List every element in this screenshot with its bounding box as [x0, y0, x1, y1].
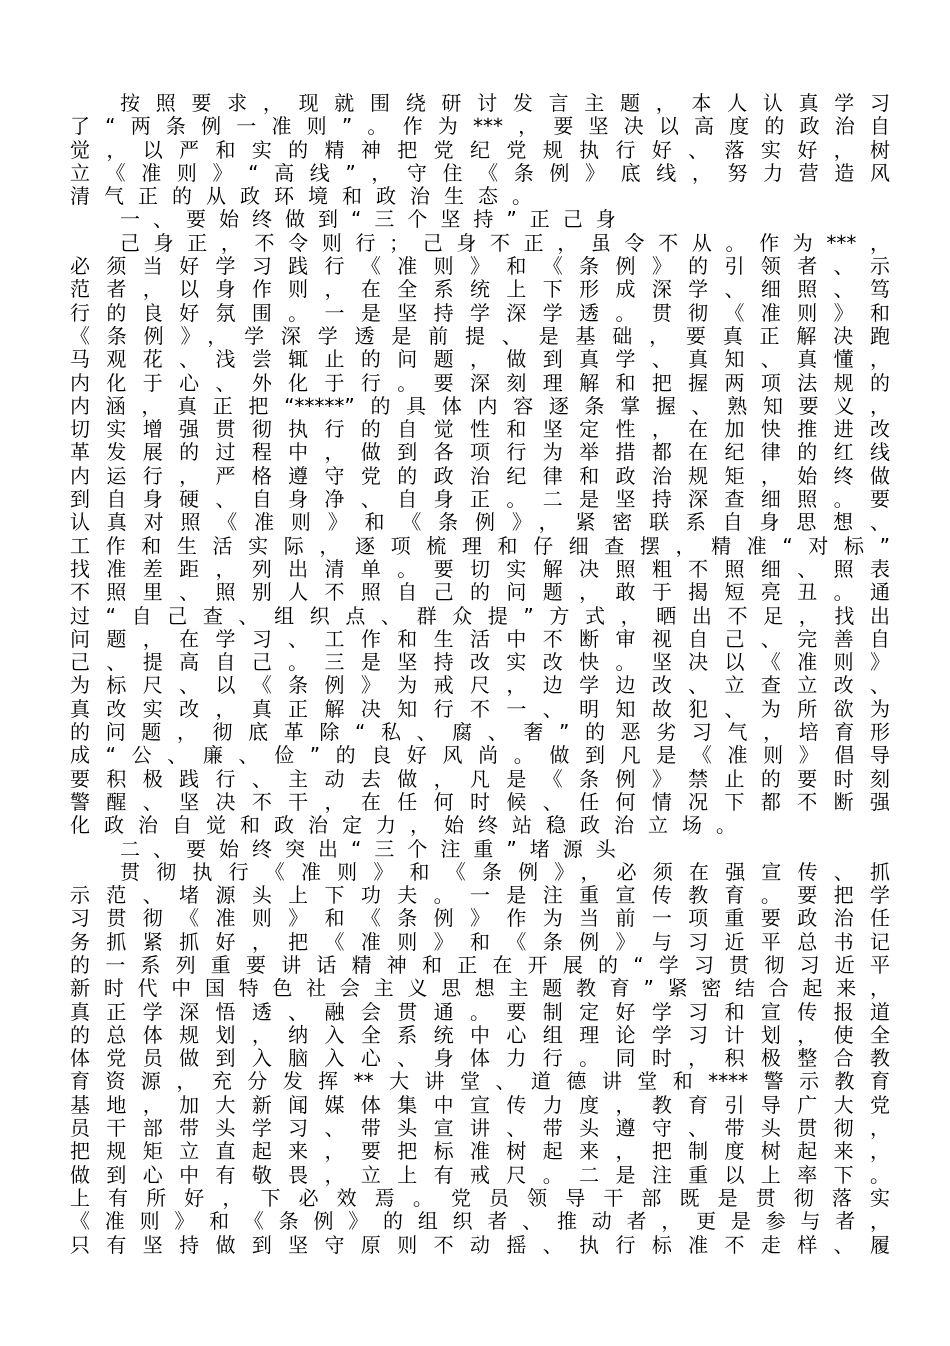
text-line: [70, 814, 890, 837]
line-text: 上有所好，下必效焉。党员领导干部既是贯彻落实: [70, 1185, 890, 1210]
line-text: 的一系列重要讲话精神和正在开展的“学习贯彻习近平: [70, 952, 890, 977]
text-line: [70, 1024, 890, 1047]
line-text: 示范、堵源头上下功夫。一是注重宣传教育。要把学: [70, 883, 890, 908]
heading-text: 二、要始终突出“三个注重”堵源头: [120, 836, 629, 861]
line-text: 马观花、浅尝辄止的问题，做到真学、真知、真懂，: [70, 347, 890, 372]
text-line: [70, 372, 890, 395]
line-text: 认真对照《准则》和《条例》，紧密联系自身思想、: [70, 510, 890, 535]
line-text: 要积极践行、主动去做，凡是《条例》禁止的要时刻: [70, 766, 890, 791]
text-line: [70, 791, 890, 814]
text-line: [70, 1164, 890, 1187]
line-text: 《准则》和《条例》的组织者、推动者，更是参与者，: [70, 1209, 890, 1234]
text-line: [70, 232, 890, 255]
line-text: 按照要求，现就围绕研讨发言主题，本人认真学习: [120, 91, 890, 115]
line-text: 习贯彻《准则》和《条例》作为当前一项重要政治任: [70, 906, 890, 931]
text-line: [70, 302, 890, 325]
line-text: 《条例》，学深学透是前提、是基础，要真正解决跑: [70, 323, 890, 348]
text-line: [70, 721, 890, 744]
text-line: [70, 954, 890, 977]
text-line: [70, 977, 890, 1000]
text-line: [70, 744, 890, 767]
line-text: 贯彻执行《准则》和《条例》，必须在强宣传、抓: [120, 859, 890, 884]
text-line: [70, 861, 890, 884]
text-line: [70, 255, 890, 278]
text-line: [70, 92, 890, 115]
text-line: [70, 115, 890, 138]
line-text: 把规矩立直起来，要把标准树起来，把制度树起来，: [70, 1139, 890, 1164]
text-line: [70, 674, 890, 697]
text-line: [70, 651, 890, 674]
line-text: 过“自己查、组织点、群众提”方式，晒出不足，找出: [70, 603, 890, 628]
text-line: [70, 139, 890, 162]
line-text: 只有坚持做到坚守原则不动摇、执行标准不走样、履: [70, 1232, 890, 1257]
text-line: [70, 395, 890, 418]
line-text: 找准差距，列出清单。要切实解决照粗不照细、照表: [70, 556, 890, 581]
line-text: 不照里、照别人不照自己的问题，敢于揭短亮丑。通: [70, 580, 890, 605]
line-text: 革发展的过程中，做到各项行为举措都在纪律的红线: [70, 440, 890, 465]
section-heading-1: [70, 208, 890, 231]
line-text: 己、提高自己。三是坚持改实改快。坚决以《准则》: [70, 650, 890, 675]
line-text: 务抓紧抓好，把《准则》和《条例》与习近平总书记: [70, 929, 890, 954]
heading-text: 一、要始终做到“三个坚持”正己身: [120, 207, 629, 232]
text-line: [70, 488, 890, 511]
line-text: 了“两条例一准则”。作为***，要坚决以高度的政治自: [70, 114, 890, 139]
text-line: [70, 162, 890, 185]
line-text: 清气正的从政环境和政治生态。: [70, 184, 546, 209]
line-text: 内化于心、外化于行。要深刻理解和把握两项法规的: [70, 370, 890, 395]
line-text: 做到心中有敬畏，立上有戒尺。二是注重以上率下。: [70, 1162, 890, 1187]
text-line: [70, 1234, 890, 1257]
line-text: 真正学深悟透、融会贯通。要制定好学习和宣传报道: [70, 999, 890, 1024]
text-line: [70, 1140, 890, 1163]
line-text: 为标尺、以《条例》为戒尺，边学边改、立查立改、: [70, 673, 890, 698]
line-text: 新时代中国特色社会主义思想主题教育”紧密结合起来，: [70, 976, 890, 1001]
line-text: 切实增强贯彻执行的自觉性和坚定性，在加快推进改: [70, 417, 890, 442]
line-text: 范者，以身作则，在全系统上下形成深学、细照、笃: [70, 277, 890, 302]
text-line: [70, 278, 890, 301]
line-text: 己身正，不令则行；己身不正，虽令不从。作为***，: [120, 230, 890, 255]
text-line: [70, 931, 890, 954]
line-text: 基地，加大新闻媒体集中宣传力度，教育引导广大党: [70, 1092, 890, 1117]
text-line: [70, 628, 890, 651]
text-line: [70, 1070, 890, 1093]
text-line: [70, 907, 890, 930]
text-line: [70, 884, 890, 907]
line-text: 内涵，真正把“*****”的具体内容逐条掌握、熟知要义，: [70, 393, 890, 418]
text-line: [70, 441, 890, 464]
line-text: 到自身硬、自身净、自身正。二是坚持深查细照。要: [70, 487, 890, 512]
line-text: 觉，以严和实的精神把党纪党规执行好、落实好，树: [70, 137, 890, 162]
line-text: 行的良好氛围。一是坚持学深学透。贯彻《准则》和: [70, 300, 890, 325]
line-text: 的总体规划，纳入全系统中心组理论学习计划，使全: [70, 1022, 890, 1047]
section-heading-2: [70, 838, 890, 861]
line-text: 问题，在学习、工作和生活中不断审视自己、完善自: [70, 626, 890, 651]
text-line: [70, 1210, 890, 1233]
text-line: [70, 558, 890, 581]
text-line: [70, 1001, 890, 1024]
text-line: [70, 1047, 890, 1070]
text-line: [70, 511, 890, 534]
line-text: 的问题，彻底革除“私、腐、奢”的恶劣习气，培育形: [70, 720, 890, 745]
line-text: 立《准则》“高线”，守住《条例》底线，努力营造风: [70, 160, 890, 185]
text-line: [70, 581, 890, 604]
text-line: [70, 348, 890, 371]
line-text: 必须当好学习践行《准则》和《条例》的引领者、示: [70, 254, 890, 279]
line-text: 警醒、坚决不干，在任何时候、任何情况下都不断强: [70, 789, 890, 814]
text-line: [70, 1117, 890, 1140]
text-line: [70, 768, 890, 791]
line-text: 真改实改，真正解决知行不一、明知故犯、为所欲为: [70, 696, 890, 721]
text-line: [70, 185, 890, 208]
text-line: [70, 325, 890, 348]
line-text: 体党员做到入脑入心、身体力行。同时，积极整合教: [70, 1046, 890, 1071]
line-text: 化政治自觉和政治定力，始终站稳政治立场。: [70, 813, 750, 838]
text-line: [70, 465, 890, 488]
text-line: [70, 605, 890, 628]
line-text: 工作和生活实际，逐项梳理和仔细查摆，精准“对标”: [70, 533, 890, 558]
line-text: 内运行，严格遵守党的政治纪律和政治规矩，始终做: [70, 463, 890, 488]
document-page: [70, 92, 890, 1257]
text-line: [70, 1187, 890, 1210]
text-line: [70, 418, 890, 441]
text-line: [70, 1094, 890, 1117]
text-line: [70, 535, 890, 558]
line-text: 成“公、廉、俭”的良好风尚。做到凡是《准则》倡导: [70, 743, 890, 768]
text-line: [70, 698, 890, 721]
line-text: 育资源，充分发挥**大讲堂、道德讲堂和****警示教育: [70, 1069, 890, 1094]
line-text: 员干部带头学习、带头宣讲、带头遵守、带头贯彻，: [70, 1116, 890, 1141]
